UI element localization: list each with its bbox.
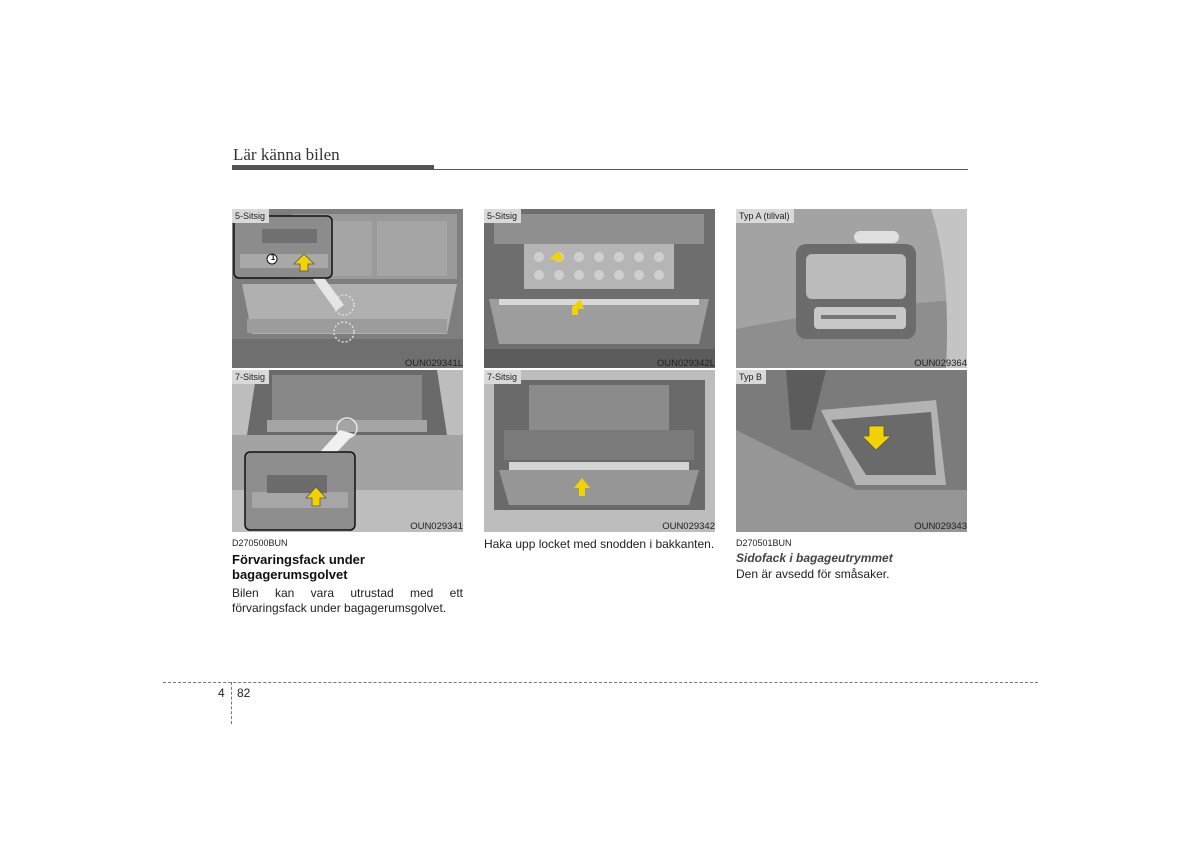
section-heading: Förvaringsfack under bagagerumsgolvet	[232, 552, 365, 582]
figure-code: OUN029341	[410, 521, 463, 532]
figure-code: OUN029342L	[656, 358, 715, 369]
figure-trunk-5seat-floor	[232, 209, 463, 368]
figure-trunk-7seat-floor	[232, 370, 463, 532]
section-body: Den är avsedd för småsaker.	[736, 567, 890, 581]
figure-code: OUN029364	[914, 358, 967, 369]
chapter-number: 4	[218, 686, 225, 700]
figure-trunk-7seat-lid	[484, 370, 715, 532]
figure-trunk-5seat-lid	[484, 209, 715, 368]
page-header-title: Lär känna bilen	[233, 145, 340, 164]
figure-tag: 5-Sitsig	[484, 209, 521, 223]
section-subheading: Sidofack i bagageutrymmet	[736, 551, 893, 565]
section-ref-code: D270501BUN	[736, 538, 792, 548]
page-number: 82	[237, 686, 251, 700]
callout-number: 1	[270, 253, 276, 262]
section-body: Haka upp locket med snodden i bakkanten.	[484, 537, 715, 551]
section-body: Bilen kan vara utrustad med ett förvaringsfack under bagagerumsgolvet.	[232, 586, 463, 615]
footer-divider	[231, 682, 232, 724]
figure-tag: 5-Sitsig	[232, 209, 269, 223]
figure-code: OUN029342	[662, 521, 715, 532]
figure-tag: 7-Sitsig	[484, 370, 521, 384]
figure-code: OUN029341L	[404, 358, 463, 369]
figure-tag: 7-Sitsig	[232, 370, 269, 384]
footer-rule	[163, 682, 1038, 683]
figure-side-pocket-type-a	[736, 209, 967, 368]
figure-tag: Typ B	[736, 370, 766, 384]
header-rule-thin	[434, 169, 968, 170]
figure-tag: Typ A (tillval)	[736, 209, 794, 223]
header-rule-thick	[232, 165, 434, 170]
section-ref-code: D270500BUN	[232, 538, 288, 548]
figure-side-pocket-type-b	[736, 370, 967, 532]
figure-code: OUN029343	[914, 521, 967, 532]
